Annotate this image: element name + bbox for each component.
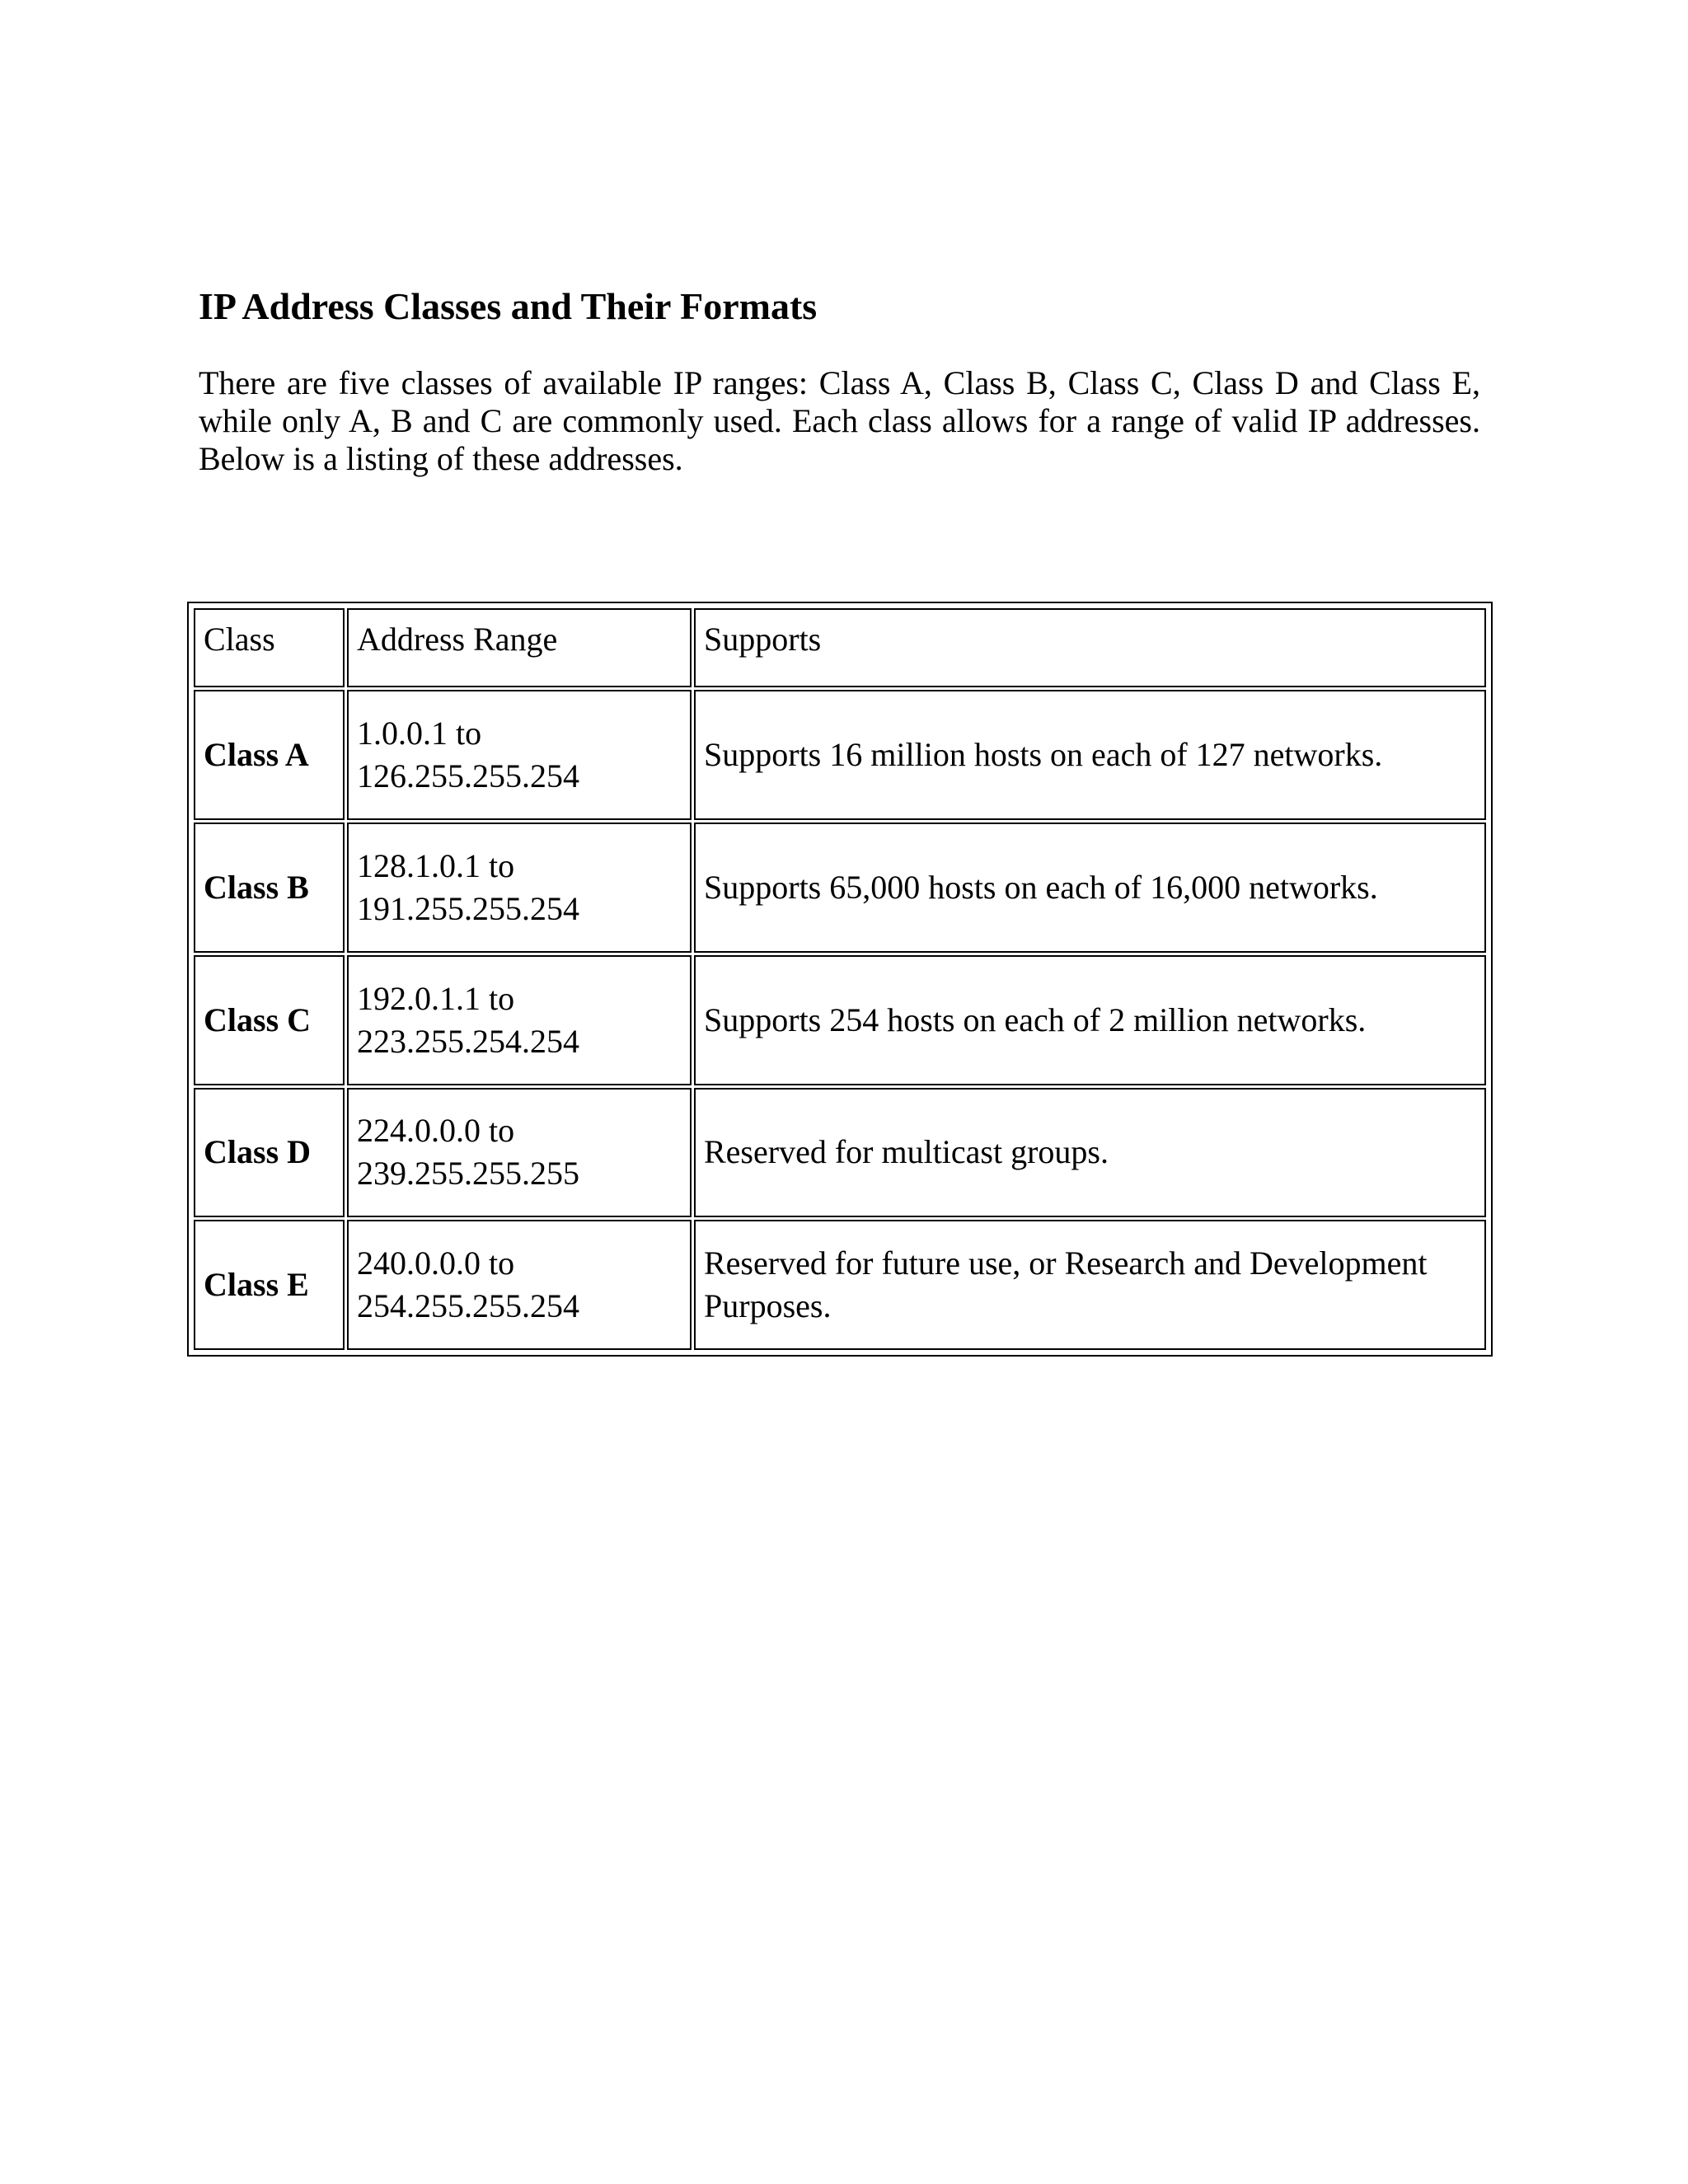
range-end: 223.255.254.254 bbox=[357, 1022, 579, 1060]
range-end: 191.255.255.254 bbox=[357, 889, 579, 927]
class-cell: Class C bbox=[194, 955, 345, 1085]
header-address-range: Address Range bbox=[347, 608, 692, 687]
range-start: 128.1.0.1 to bbox=[357, 846, 515, 884]
page-title: IP Address Classes and Their Formats bbox=[199, 285, 818, 327]
table-header-row bbox=[194, 608, 1486, 687]
class-cell: Class D bbox=[194, 1088, 345, 1218]
range-end: 254.255.255.254 bbox=[357, 1287, 579, 1325]
supports-cell: Supports 254 hosts on each of 2 million networks. bbox=[694, 955, 1486, 1085]
class-cell: Class A bbox=[194, 690, 345, 820]
table-row bbox=[194, 1220, 1486, 1350]
supports-cell: Reserved for multicast groups. bbox=[694, 1088, 1486, 1218]
supports-cell: Supports 65,000 hosts on each of 16,000 networks. bbox=[694, 823, 1486, 953]
address-range-cell bbox=[347, 823, 692, 953]
table-row bbox=[194, 955, 1486, 1085]
address-range-cell bbox=[347, 955, 692, 1085]
supports-cell: Reserved for future use, or Research and Development Purposes. bbox=[694, 1220, 1486, 1350]
range-start: 1.0.0.1 to bbox=[357, 715, 482, 752]
class-cell: Class E bbox=[194, 1220, 345, 1350]
header-class: Class bbox=[194, 608, 345, 687]
range-end: 126.255.255.254 bbox=[357, 757, 579, 795]
supports-cell: Supports 16 million hosts on each of 127 networks. bbox=[694, 690, 1486, 820]
address-range-cell bbox=[347, 1088, 692, 1218]
header-supports: Supports bbox=[694, 608, 1486, 687]
ip-classes-table bbox=[191, 606, 1489, 1352]
address-range-cell bbox=[347, 1220, 692, 1350]
table-row bbox=[194, 1088, 1486, 1218]
intro-paragraph: There are five classes of available IP ranges: Class A, Class B, Class C, Class D and Class E, while only A, B and C are commonly used. Each class allows for a range of valid IP addresses. Below is a listing of these addresses. bbox=[199, 364, 1480, 477]
table-row bbox=[194, 823, 1486, 953]
ip-classes-table-frame bbox=[187, 602, 1493, 1357]
table-row bbox=[194, 690, 1486, 820]
range-start: 192.0.1.1 to bbox=[357, 979, 515, 1017]
class-cell: Class B bbox=[194, 823, 345, 953]
range-end: 239.255.255.255 bbox=[357, 1155, 579, 1193]
address-range-cell bbox=[347, 690, 692, 820]
range-start: 240.0.0.0 to bbox=[357, 1244, 515, 1282]
range-start: 224.0.0.0 to bbox=[357, 1112, 515, 1150]
